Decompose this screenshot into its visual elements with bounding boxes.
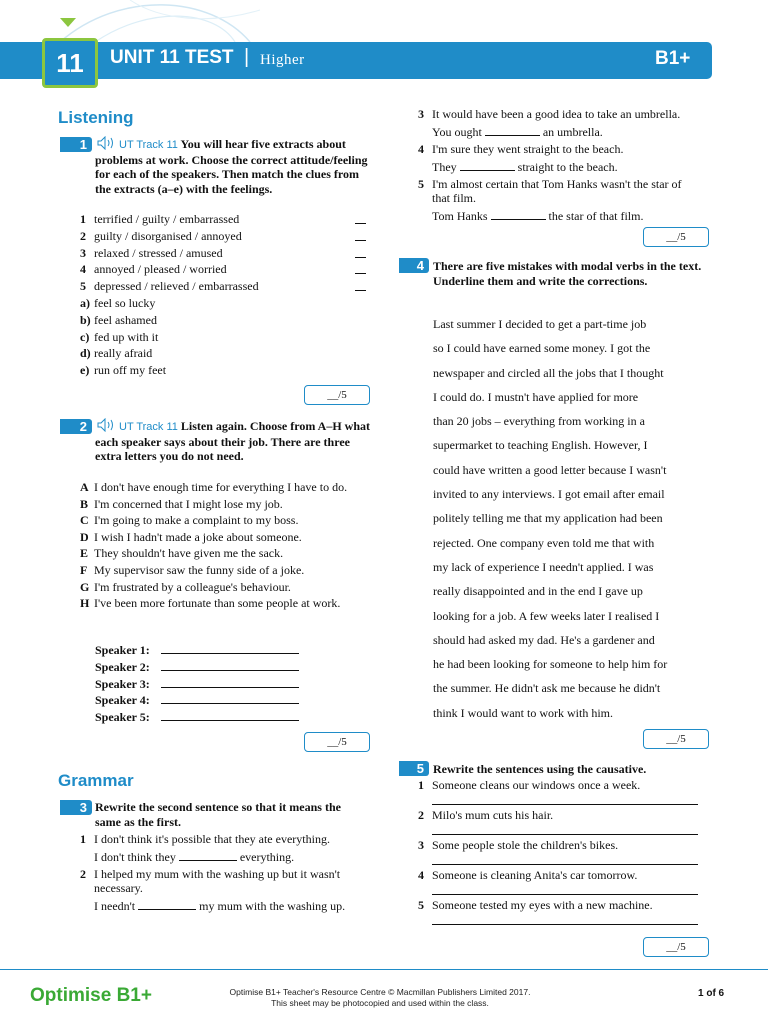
- answer-blank[interactable]: [161, 692, 299, 704]
- answer-blank[interactable]: [161, 642, 299, 654]
- exercise-5-score-box[interactable]: __/5: [643, 937, 709, 957]
- text-line: looking for a job. A few weeks later I realised I: [433, 608, 660, 623]
- exercise-1-items: [80, 212, 370, 380]
- exercise-2-badge: 2: [60, 419, 92, 434]
- causative-item: 2 Milo's mum cuts his hair.: [418, 808, 700, 838]
- answer-blank[interactable]: [355, 262, 366, 274]
- speaker-row: Speaker 5:: [95, 709, 315, 726]
- text-line: could have written a good letter because I wasn't: [433, 462, 667, 477]
- text-line: think I would want to work with him.: [433, 705, 613, 720]
- answer-line[interactable]: [432, 804, 698, 805]
- footer-divider: [0, 969, 768, 970]
- exercise-5-items: [418, 778, 700, 928]
- text-line: politely telling me that my application had been: [433, 511, 663, 526]
- option-item: A I don't have enough time for everything I have to do.: [80, 480, 348, 494]
- text-line: really disappointed and in the end I gave up: [433, 584, 643, 599]
- answer-blank[interactable]: [179, 849, 237, 861]
- text-line: the summer. He didn't ask me because he didn't: [433, 681, 661, 696]
- exercise-3-score-box[interactable]: __/5: [643, 227, 709, 247]
- text-line: newspaper and circled all the jobs that I thought: [433, 365, 664, 380]
- exercise-2-instruction: [95, 419, 375, 464]
- causative-item: 3 Some people stole the children's bikes.: [418, 838, 700, 868]
- exercise-4-instruction: There are five mistakes with modal verbs in the text. Underline them and write the corrections.: [433, 259, 702, 288]
- option-item: E They shouldn't have given me the sack.: [80, 546, 284, 561]
- speaker-row: Speaker 4:: [95, 692, 315, 709]
- text-line: should had asked my dad. He's a gardener and: [433, 632, 655, 647]
- level-label: Higher: [260, 52, 305, 68]
- copyright-notice: [200, 987, 560, 1009]
- answer-line[interactable]: [432, 924, 698, 925]
- clue-item: e) run off my feet: [80, 363, 167, 378]
- option-item: C I'm going to make a complaint to my boss.: [80, 513, 299, 528]
- text-line: supermarket to teaching English. However, I: [433, 438, 648, 453]
- exercise-3-instruction: Rewrite the second sentence so that it means the same as the first.: [95, 800, 341, 829]
- rewrite-item: 1 I don't think it's possible that they ate everything.: [80, 832, 330, 846]
- rewrite-item: 4 I'm sure they went straight to the beach.: [418, 142, 624, 156]
- copyright-line: This sheet may be photocopied and used within the class.: [271, 998, 489, 1008]
- answer-blank[interactable]: [485, 124, 540, 136]
- title-separator: |: [244, 46, 250, 68]
- list-item: 4 annoyed / pleased / worried: [80, 262, 370, 279]
- exercise-2-options: [80, 480, 370, 610]
- exercise-5-badge: 5: [399, 761, 429, 776]
- answer-line[interactable]: [432, 894, 698, 895]
- answer-blank[interactable]: [355, 279, 366, 291]
- answer-blank[interactable]: [355, 246, 366, 258]
- speaker-row: Speaker 3:: [95, 676, 315, 693]
- rewrite-answer: I needn't my mum with the washing up.: [94, 899, 346, 913]
- text-line: I could do. I mustn't have applied for more: [433, 389, 639, 404]
- exercise-5-instruction: Rewrite the sentences using the causative.: [433, 762, 647, 776]
- option-item: F My supervisor saw the funny side of a joke.: [80, 562, 305, 577]
- causative-item: 1 Someone cleans our windows once a week.: [418, 778, 700, 808]
- track-label: UT Track 11: [119, 421, 178, 433]
- option-item: G I'm frustrated by a colleague's behaviour.: [80, 579, 291, 594]
- speaker-row: Speaker 2:: [95, 659, 315, 676]
- list-item: 5 depressed / relieved / embarrassed: [80, 279, 370, 296]
- text-line: Last summer I decided to get a part-time job: [433, 317, 647, 331]
- rewrite-answer: You ought an umbrella.: [432, 125, 603, 139]
- exercise-3-items-right: [418, 107, 718, 223]
- instruction-text: Listen again. Choose from A–H what each speaker says about their job. There are three extra letters you do not need.: [95, 419, 371, 464]
- answer-blank[interactable]: [460, 159, 515, 171]
- listening-heading: Listening: [58, 108, 134, 127]
- text-line: than 20 jobs – everything from working in a: [433, 414, 645, 429]
- exercise-4-score-box[interactable]: __/5: [643, 729, 709, 749]
- exercise-1-score-box[interactable]: __/5: [304, 385, 370, 405]
- unit-title: UNIT 11 TEST: [110, 47, 234, 68]
- rewrite-answer: Tom Hanks the star of that film.: [432, 209, 644, 223]
- causative-item: 5 Someone tested my eyes with a new machine.: [418, 898, 700, 928]
- track-label: UT Track 11: [119, 139, 178, 151]
- answer-line[interactable]: [432, 834, 698, 835]
- causative-item: 4 Someone is cleaning Anita's car tomorrow.: [418, 868, 700, 898]
- unit-marker-triangle: [60, 18, 76, 27]
- header-banner: [0, 42, 712, 79]
- text-line: he had been looking for someone to help him for: [433, 657, 668, 672]
- clue-item: d) really afraid: [80, 346, 153, 361]
- clue-item: a) feel so lucky: [80, 295, 156, 310]
- level-badge: B1+: [655, 48, 691, 69]
- exercise-1-instruction: [95, 137, 375, 197]
- unit-number-box: 11: [42, 38, 98, 88]
- brand-logo: Optimise B1+: [30, 985, 152, 1006]
- text-line: invited to any interviews. I got email after email: [433, 487, 665, 502]
- speaker-answers: [95, 642, 315, 726]
- rewrite-answer: They straight to the beach.: [432, 160, 618, 174]
- clue-item: c) fed up with it: [80, 329, 159, 344]
- exercise-3-badge: 3: [60, 800, 92, 815]
- answer-blank[interactable]: [491, 208, 546, 220]
- exercise-3-items-left: [80, 832, 370, 913]
- list-item: 1 terrified / guilty / embarrassed: [80, 212, 370, 229]
- text-line: so I could have earned some money. I got the: [433, 341, 651, 356]
- grammar-heading: Grammar: [58, 771, 134, 790]
- answer-line[interactable]: [432, 864, 698, 865]
- exercise-2-score-box[interactable]: __/5: [304, 732, 370, 752]
- list-item: 2 guilty / disorganised / annoyed: [80, 229, 370, 246]
- answer-blank[interactable]: [138, 898, 196, 910]
- page-number: 1 of 6: [698, 988, 725, 999]
- option-item: H I've been more fortunate than some people at work.: [80, 596, 341, 611]
- answer-blank[interactable]: [355, 212, 366, 224]
- copyright-line: Optimise B1+ Teacher's Resource Centre © Macmillan Publishers Limited 2017.: [229, 987, 531, 997]
- exercise-1-badge: 1: [60, 137, 92, 152]
- answer-blank[interactable]: [161, 659, 299, 671]
- answer-blank[interactable]: [161, 676, 299, 688]
- rewrite-item: 2 I helped my mum with the washing up but it wasn't necessary.: [80, 867, 341, 895]
- rewrite-item: 3 It would have been a good idea to take an umbrella.: [418, 107, 681, 121]
- speaker-row: Speaker 1:: [95, 642, 315, 659]
- answer-blank[interactable]: [161, 709, 299, 721]
- header-decoration: [0, 0, 768, 42]
- instruction-text: You will hear five extracts about problems at work. Choose the correct attitude/feeling for each of the speakers. Then match the clues from the extracts (a–e) with the feelings.: [95, 137, 368, 197]
- option-item: D I wish I hadn't made a joke about someone.: [80, 529, 302, 544]
- list-item: 3 relaxed / stressed / amused: [80, 246, 370, 263]
- clue-item: b) feel ashamed: [80, 312, 157, 327]
- answer-blank[interactable]: [355, 229, 366, 241]
- text-line: my lack of experience I needn't applied. I was: [433, 559, 654, 574]
- exercise-4-badge: 4: [399, 258, 429, 273]
- text-line: rejected. One company even told me that with: [433, 535, 655, 550]
- rewrite-item: 5 I'm almost certain that Tom Hanks wasn't the star of that film.: [418, 177, 682, 205]
- exercise-4-text: [433, 312, 723, 725]
- option-item: B I'm concerned that I might lose my job.: [80, 496, 283, 511]
- rewrite-answer: I don't think they everything.: [94, 850, 295, 864]
